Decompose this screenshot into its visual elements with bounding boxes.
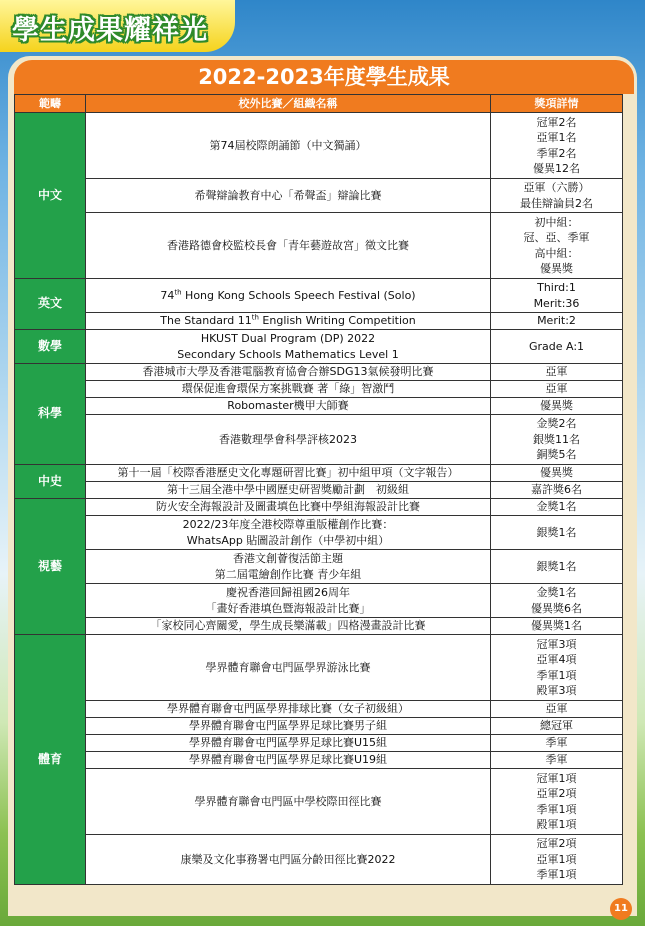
table-row — [15, 465, 623, 482]
table-row — [15, 313, 623, 330]
award-cell: 季軍 — [491, 752, 623, 769]
award-cell: 銀獎1名 — [491, 516, 623, 550]
competition-cell: 環保促進會環保方案挑戰賽 著「綠」智激鬥 — [86, 381, 491, 398]
competition-cell: 學界體育聯會屯門區學界排球比賽（女子初級組） — [86, 701, 491, 718]
table-row — [15, 550, 623, 584]
competition-cell: 「家校同心齊關愛，學生成長樂滿載」四格漫畫設計比賽 — [86, 618, 491, 635]
table-row — [15, 499, 623, 516]
competition-cell: Robomaster機甲大師賽 — [86, 398, 491, 415]
page-number: 11 — [610, 898, 632, 920]
table-row — [15, 381, 623, 398]
award-cell: Merit:2 — [491, 313, 623, 330]
award-cell: 優異獎 — [491, 465, 623, 482]
competition-cell: HKUST Dual Program (DP) 2022 Secondary Schools Mathematics Level 1 — [86, 330, 491, 364]
competition-cell: 學界體育聯會屯門區學界足球比賽男子組 — [86, 718, 491, 735]
competition-cell: 慶祝香港回歸祖國26周年 「畫好香港填色暨海報設計比賽」 — [86, 584, 491, 618]
award-cell: 初中組： 冠、亞、季軍 高中組： 優異獎 — [491, 213, 623, 279]
category-history: 中史 — [15, 465, 86, 499]
award-cell: Third:1 Merit:36 — [491, 279, 623, 313]
award-cell: 冠軍2項 亞軍1項 季軍1項 — [491, 835, 623, 885]
table-row — [15, 279, 623, 313]
table-row — [15, 718, 623, 735]
award-cell: 季軍 — [491, 735, 623, 752]
table-row — [15, 516, 623, 550]
table-row — [15, 835, 623, 885]
competition-cell: 防火安全海報設計及圖畫填色比賽中學組海報設計比賽 — [86, 499, 491, 516]
page-title: 2022-2023年度學生成果 — [14, 60, 634, 94]
header-award: 獎項詳情 — [491, 95, 623, 113]
award-cell: 金獎1名 — [491, 499, 623, 516]
table-row — [15, 584, 623, 618]
competition-cell: 學界體育聯會屯門區中學校際田徑比賽 — [86, 769, 491, 835]
award-cell: 嘉許獎6名 — [491, 482, 623, 499]
award-cell: 冠軍2名 亞軍1名 季軍2名 優異12名 — [491, 113, 623, 179]
category-pe: 體育 — [15, 635, 86, 885]
competition-cell: 74th Hong Kong Schools Speech Festival (Solo) — [86, 279, 491, 313]
table-row — [15, 701, 623, 718]
table-row — [15, 752, 623, 769]
competition-cell: 香港數理學會科學評核2023 — [86, 415, 491, 465]
table-row — [15, 179, 623, 213]
section-banner — [0, 0, 235, 52]
table-row — [15, 213, 623, 279]
award-cell: 亞軍（六勝） 最佳辯論員2名 — [491, 179, 623, 213]
header-competition: 校外比賽／組織名稱 — [86, 95, 491, 113]
competition-cell: 第十一屆「校際香港歷史文化專題研習比賽」初中組甲項（文字報告） — [86, 465, 491, 482]
competition-cell: 學界體育聯會屯門區學界游泳比賽 — [86, 635, 491, 701]
table-row — [15, 415, 623, 465]
award-cell: 亞軍 — [491, 364, 623, 381]
competition-cell: 香港城市大學及香港電腦教育協會合辦SDG13氣候發明比賽 — [86, 364, 491, 381]
table-row — [15, 735, 623, 752]
table-row — [15, 482, 623, 499]
award-cell: 銀獎1名 — [491, 550, 623, 584]
competition-cell: 2022/23年度全港校際尊重版權創作比賽： WhatsApp 貼圖設計創作（中學初中組） — [86, 516, 491, 550]
category-math: 數學 — [15, 330, 86, 364]
table-row — [15, 769, 623, 835]
header-category: 範疇 — [15, 95, 86, 113]
competition-cell: 康樂及文化事務署屯門區分齡田徑比賽2022 — [86, 835, 491, 885]
award-cell: 冠軍1項 亞軍2項 季軍1項 殿軍1項 — [491, 769, 623, 835]
table-row — [15, 398, 623, 415]
competition-cell: 第十三屆全港中學中國歷史研習獎勵計劃 初級組 — [86, 482, 491, 499]
table-row — [15, 635, 623, 701]
competition-cell: 希聲辯論教育中心「希聲盃」辯論比賽 — [86, 179, 491, 213]
table-row — [15, 618, 623, 635]
category-science: 科學 — [15, 364, 86, 465]
award-cell: 優異獎1名 — [491, 618, 623, 635]
competition-cell: The Standard 11th English Writing Competition — [86, 313, 491, 330]
banner-title: 學生成果耀祥光 — [12, 15, 208, 46]
competition-cell: 香港路德會校監校長會「青年藝遊故宮」徵文比賽 — [86, 213, 491, 279]
competition-cell: 學界體育聯會屯門區學界足球比賽U19組 — [86, 752, 491, 769]
category-english: 英文 — [15, 279, 86, 330]
achievements-table — [14, 94, 623, 885]
table-row — [15, 330, 623, 364]
award-cell: 總冠軍 — [491, 718, 623, 735]
competition-cell: 第74屆校際朗誦節（中文獨誦） — [86, 113, 491, 179]
award-cell: Grade A:1 — [491, 330, 623, 364]
award-cell: 亞軍 — [491, 381, 623, 398]
category-chinese: 中文 — [15, 113, 86, 279]
table-row — [15, 364, 623, 381]
award-cell: 亞軍 — [491, 701, 623, 718]
category-visual-arts: 視藝 — [15, 499, 86, 635]
award-cell: 金獎2名 銀獎11名 銅獎5名 — [491, 415, 623, 465]
table-header-row — [15, 95, 623, 113]
competition-cell: 學界體育聯會屯門區學界足球比賽U15組 — [86, 735, 491, 752]
award-cell: 冠軍3項 亞軍4項 季軍1項 殿軍3項 — [491, 635, 623, 701]
award-cell: 優異獎 — [491, 398, 623, 415]
table-row — [15, 113, 623, 179]
award-cell: 金獎1名 優異獎6名 — [491, 584, 623, 618]
competition-cell: 香港文創薈復活節主題 第二屆電繪創作比賽 青少年組 — [86, 550, 491, 584]
